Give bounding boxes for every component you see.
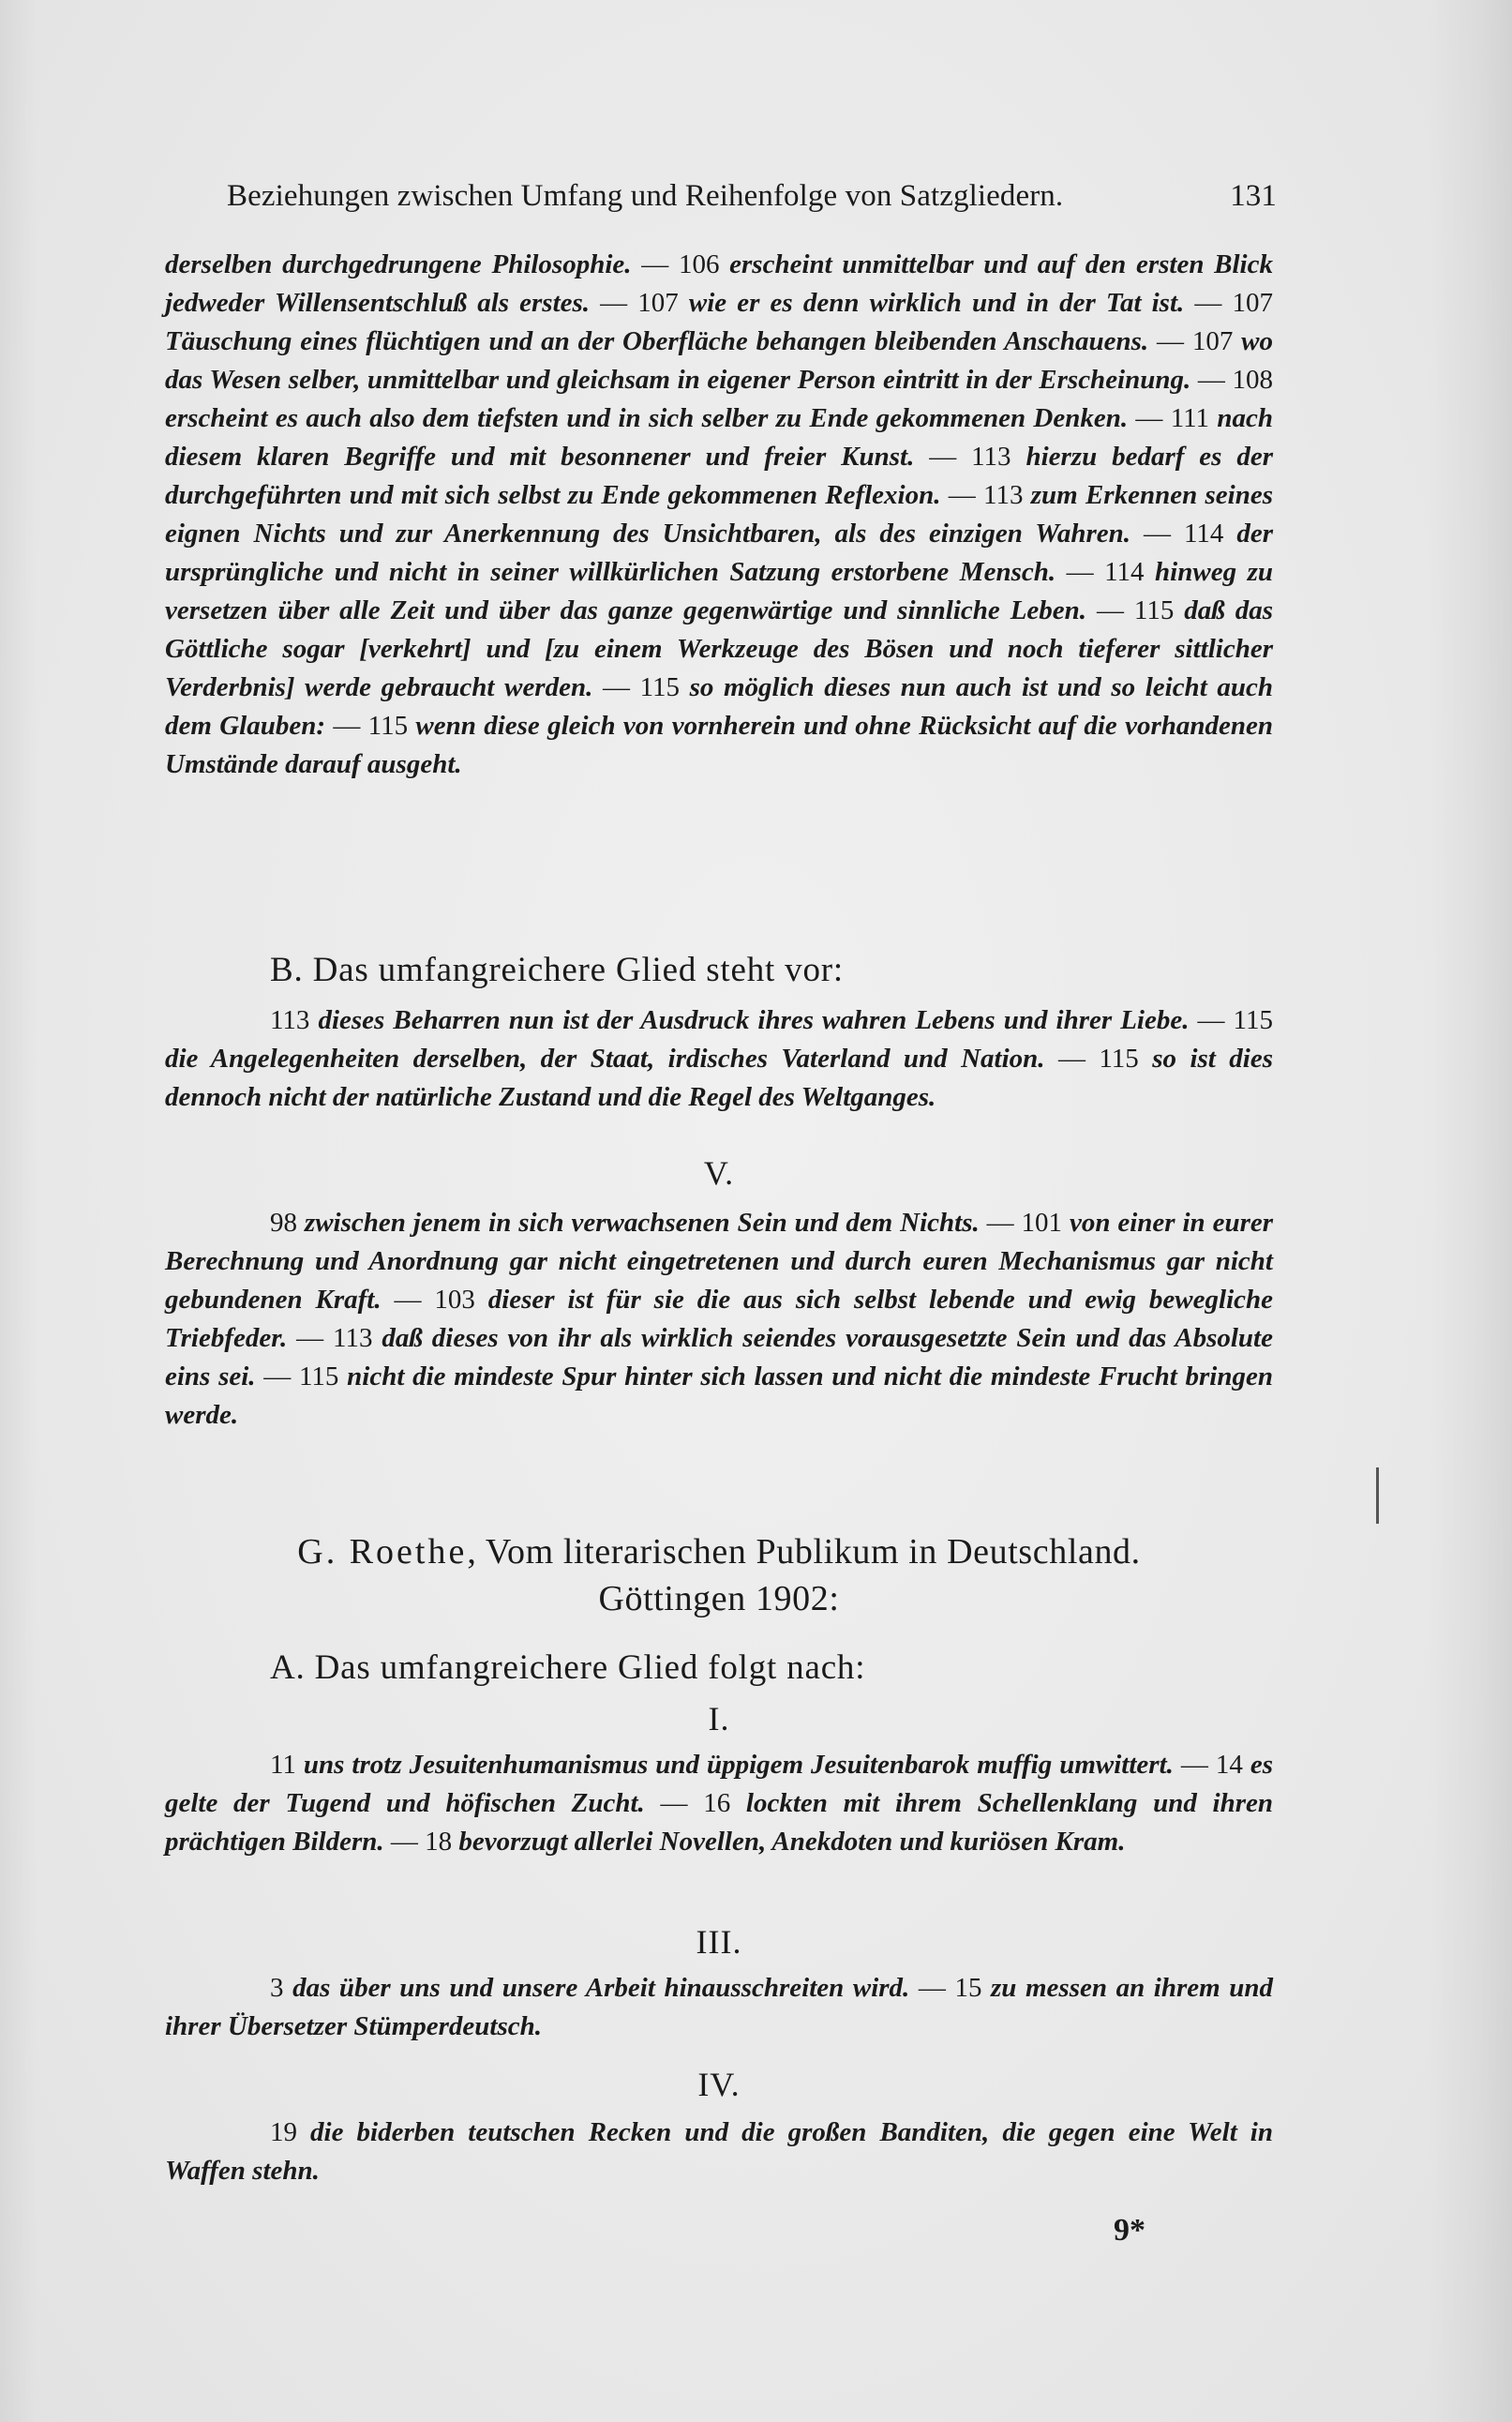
quote: es gelte der Tugend und höfischen Zucht. (165, 1750, 1273, 1818)
quote: dieses Beharren nun ist der Ausdruck ihres wahren Lebens und ihrer Liebe. (318, 1005, 1190, 1035)
quote: hinweg zu versetzen über alle Zeit und über das ganze gegenwärtige und sinnliche Leben. (165, 557, 1273, 625)
paragraph-section-iv (165, 2114, 1273, 2190)
signature-mark: 9* (1114, 2213, 1145, 2248)
quote: nicht die mindeste Spur hinter sich lassen und nicht die mindeste Frucht bringen werde. (165, 1361, 1273, 1430)
quote: zum Erkennen seines eignen Nichts und zur Anerkennung des Unsichtbaren, als des einzigen Wahren. (165, 480, 1273, 549)
quote: dieser ist für sie die aus sich selbst lebende und ewig bewegliche Triebfeder. (165, 1285, 1273, 1353)
running-head-title: Beziehungen zwischen Umfang und Reihenfolge von Satzgliedern. (227, 179, 1064, 213)
page-ref: 3 (270, 1973, 293, 2003)
page-number: 131 (1230, 179, 1277, 213)
paragraph-section-iii (165, 1969, 1273, 2046)
page-ref: — 115 (592, 672, 690, 702)
page-ref: — 107 (1184, 288, 1274, 318)
roman-numeral-v: V. (703, 1154, 735, 1192)
page-ref: 11 (270, 1750, 304, 1780)
page-ref: — 113 (914, 442, 1026, 472)
quote: uns trotz Jesuitenhumanismus und üppigem Jesuitenbarok muffig umwittert. (303, 1750, 1174, 1780)
page-ref: — 114 (1130, 519, 1237, 549)
page-ref: — 107 (590, 288, 689, 318)
quote: wo das Wesen selber, unmittelbar und gleichsam in eigener Person eintritt in der Erscheinung. (165, 326, 1274, 395)
paragraph-continuation (165, 246, 1273, 784)
margin-mark (1376, 1467, 1379, 1524)
page-ref: — 14 (1173, 1750, 1250, 1780)
page-ref: 113 (270, 1005, 319, 1035)
citation-title: , Vom literarischen Publikum in Deutschland. (467, 1532, 1141, 1572)
page-ref: — 113 (287, 1323, 382, 1353)
running-head (227, 174, 1277, 218)
page-ref: — 106 (631, 249, 730, 279)
paragraph-section-i (165, 1746, 1273, 1861)
roman-numeral-iv: IV. (697, 2066, 741, 2103)
quote: hierzu bedarf es der durchgeführten und mit sich selbst zu Ende gekommenen Reflexion. (165, 442, 1273, 510)
page-ref: — 114 (1055, 557, 1156, 587)
page-ref: 98 (270, 1208, 305, 1238)
page-ref: — 101 (979, 1208, 1070, 1238)
citation-author: G. Roethe (297, 1532, 468, 1572)
section-heading-b: B. Das umfangreichere Glied steht vor: (270, 951, 844, 989)
page-ref: — 16 (644, 1788, 746, 1818)
page-ref: — 115 (1189, 1005, 1273, 1035)
page-ref: — 115 (1044, 1044, 1153, 1074)
quote: der ursprüngliche und nicht in seiner willkürlichen Satzung erstorbene Mensch. (165, 519, 1273, 587)
page-shadow-left (0, 0, 37, 2422)
citation-line-1 (165, 1528, 1273, 1575)
page-ref: — 115 (255, 1361, 348, 1392)
quote: von einer in eurer Berechnung und Anordnung gar nicht eingetretenen und durch euren Mechanismus gar nicht gebundenen Kraft. (165, 1208, 1274, 1315)
quote: zu messen an ihrem und ihrer Übersetzer Stümperdeutsch. (165, 1973, 1274, 2041)
page-ref: — 107 (1148, 326, 1242, 356)
page-ref: — 15 (909, 1973, 992, 2003)
quote: daß das Göttliche sogar [verkehrt] und [zu einem Werkzeuge des Bösen und noch tieferer sittlicher Verderbnis] werde gebraucht werden. (165, 595, 1273, 702)
quote: zwischen jenem in sich verwachsenen Sein und dem Nichts. (304, 1208, 980, 1238)
page-ref: — 113 (940, 480, 1031, 510)
page-ref: — 103 (381, 1285, 488, 1315)
roman-numeral-iii: III. (696, 1923, 742, 1961)
page-ref: — 115 (1086, 595, 1185, 625)
quote: nach diesem klaren Begriffe und mit besonnener und freier Kunst. (165, 403, 1273, 472)
quote: derselben durchgedrungene Philosophie. (165, 249, 632, 279)
page-ref: — 108 (1190, 365, 1274, 395)
paragraph-section-v (165, 1204, 1273, 1435)
quote: wenn diese gleich von vornherein und ohne Rücksicht auf die vorhandenen Umstände darauf ausgeht. (165, 711, 1273, 779)
quote: so ist dies dennoch nicht der natürliche Zustand und die Regel des Weltganges. (165, 1044, 1273, 1112)
page-ref: 19 (270, 2117, 311, 2147)
source-citation (165, 1528, 1273, 1622)
quote: daß dieses von ihr als wirklich seiendes vorausgesetzte Sein und das Absolute eins sei. (165, 1323, 1273, 1392)
roman-numeral-i: I. (708, 1700, 730, 1738)
quote: erscheint es auch also dem tiefsten und in sich selber zu Ende gekommenen Denken. (165, 403, 1129, 433)
page-ref: — 18 (383, 1827, 459, 1857)
citation-place-year: Göttingen 1902: (598, 1579, 840, 1618)
quote: die biderben teutschen Recken und die großen Banditen, die gegen eine Welt in Waffen stehn. (165, 2117, 1273, 2186)
quote: so möglich dieses nun auch ist und so leicht auch dem Glauben: (165, 672, 1273, 741)
quote: lockten mit ihrem Schellenklang und ihren prächtigen Bildern. (165, 1788, 1273, 1857)
page-ref: — 115 (325, 711, 416, 741)
quote: bevorzugt allerlei Novellen, Anekdoten und kuriösen Kram. (458, 1827, 1126, 1857)
quote: das über uns und unsere Arbeit hinausschreiten wird. (292, 1973, 910, 2003)
quote: die Angelegenheiten derselben, der Staat, irdisches Vaterland und Nation. (165, 1044, 1045, 1074)
quote: Täuschung eines flüchtigen und an der Oberfläche behangen bleibenden Anschauens. (165, 326, 1149, 356)
quote: erscheint unmittelbar und auf den ersten Blick jedweder Willensentschluß als erstes. (165, 249, 1273, 318)
paragraph-section-b (165, 1001, 1273, 1117)
section-heading-a: A. Das umfangreichere Glied folgt nach: (270, 1648, 866, 1687)
page-shadow-right (1428, 0, 1512, 2422)
page-ref: — 111 (1128, 403, 1218, 433)
quote: wie er es denn wirklich und in der Tat ist. (688, 288, 1185, 318)
